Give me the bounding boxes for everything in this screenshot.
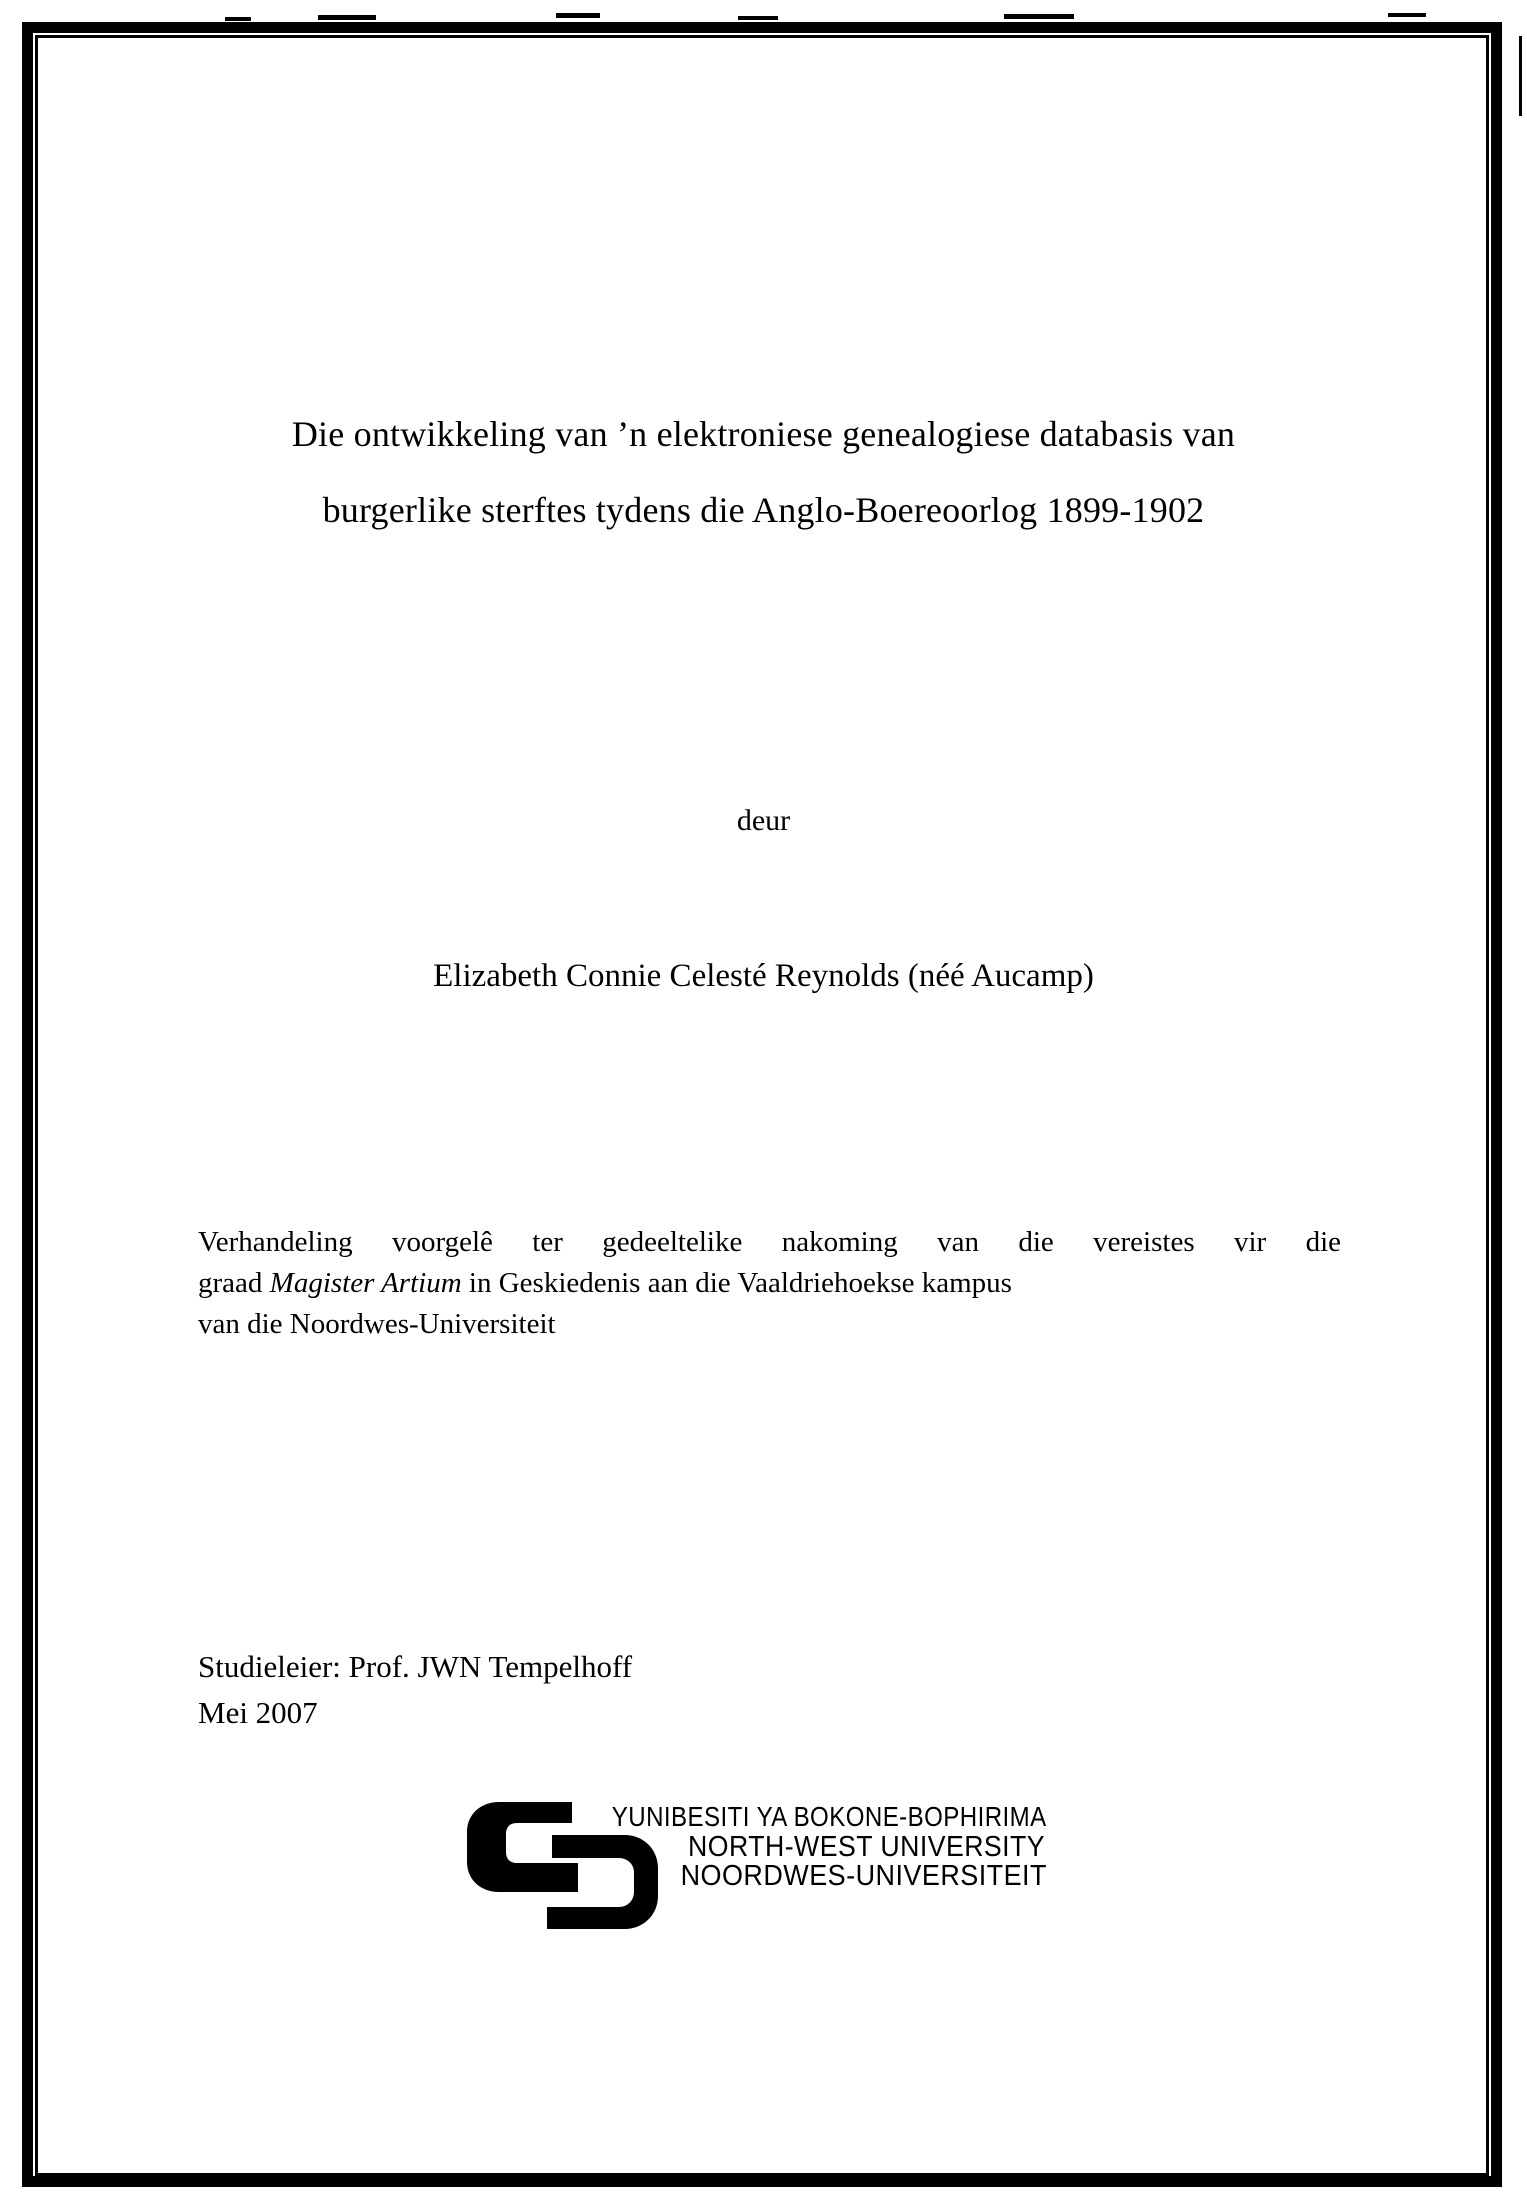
scan-artifact <box>556 13 600 18</box>
scan-artifact <box>1388 13 1426 17</box>
supervisor-block <box>198 1644 632 1736</box>
scan-artifact <box>1004 14 1074 19</box>
submission-statement <box>198 1222 1341 1345</box>
scan-artifact <box>225 17 251 21</box>
logo-text-english: NORTH-WEST UNIVERSITY <box>687 1831 1045 1863</box>
submission-line-3: van die Noordwes-Universiteit <box>198 1308 556 1340</box>
scan-artifact <box>318 15 376 20</box>
author-name: Elizabeth Connie Celesté Reynolds (néé Aucamp) <box>433 958 1094 994</box>
thesis-title-line-2: burgerlike sterftes tydens die Anglo-Boereoorlog 1899-1902 <box>322 490 1205 530</box>
byline: deur <box>736 804 791 837</box>
degree-name: Magister Artium <box>269 1267 462 1299</box>
thesis-title <box>160 396 1367 548</box>
logo-text-setswana: YUNIBESITI YA BOKONE-BOPHIRIMA <box>612 1801 1047 1832</box>
date-line: Mei 2007 <box>198 1695 318 1730</box>
submission-line-2-post: in Geskiedenis aan die Vaaldriehoekse kampus <box>461 1267 1012 1299</box>
scan-artifact <box>1519 36 1522 116</box>
submission-line-2-pre: graad <box>198 1267 270 1299</box>
thesis-title-line-1: Die ontwikkeling van ’n elektroniese genealogiese databasis van <box>291 414 1236 454</box>
logo-text-afrikaans: NOORDWES-UNIVERSITEIT <box>680 1860 1047 1892</box>
supervisor-line: Studieleier: Prof. JWN Tempelhoff <box>198 1649 633 1684</box>
scan-artifact <box>738 16 778 20</box>
submission-line-1: Verhandeling voorgelê ter gedeeltelike nakoming van die vereistes vir die <box>198 1226 1341 1258</box>
submission-line-2 <box>198 1263 1341 1304</box>
